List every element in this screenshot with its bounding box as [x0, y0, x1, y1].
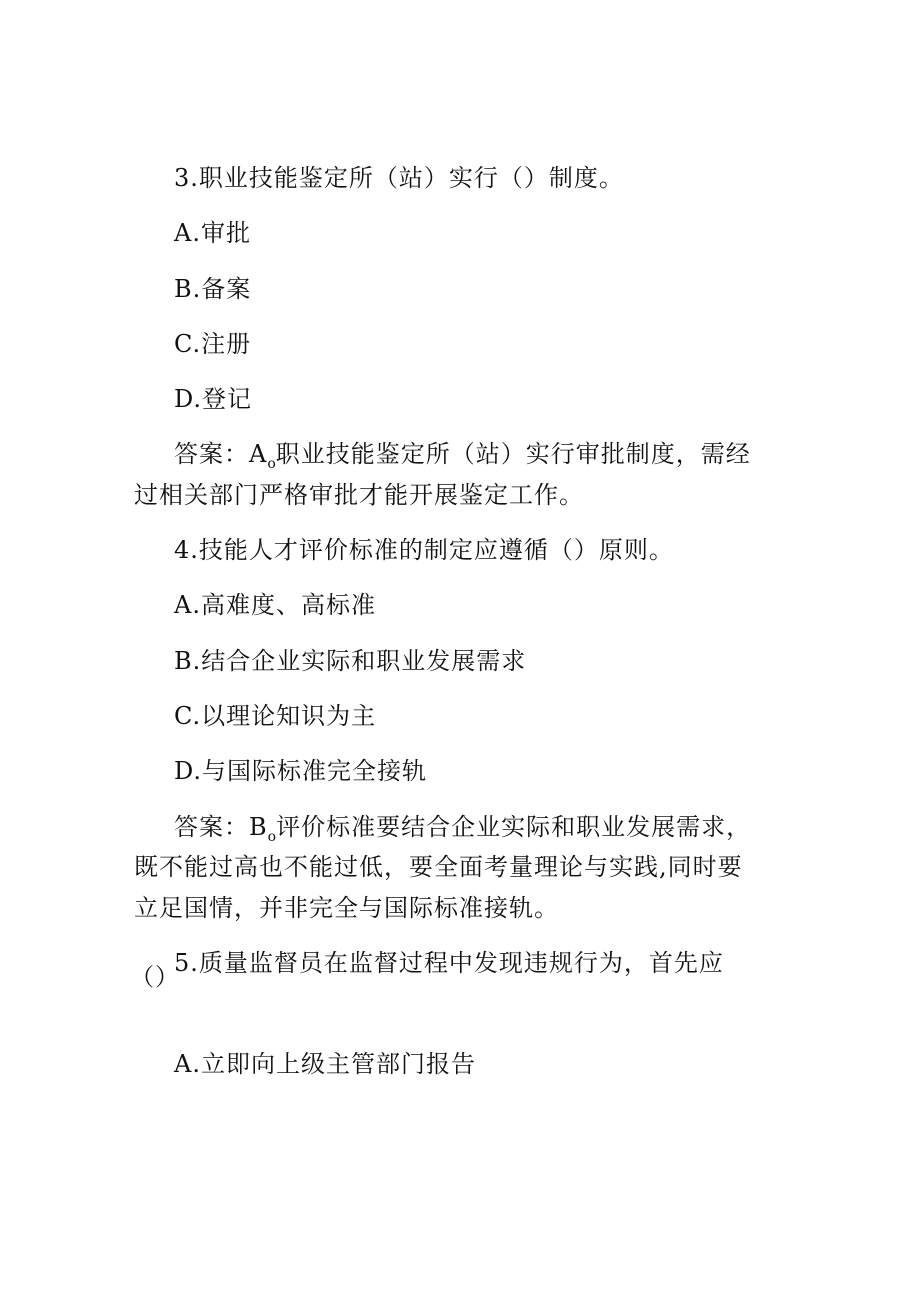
- question-4-stem: 4.技能人才评价标准的制定应遵循（）原则。: [174, 536, 674, 564]
- answer-label: 答案：A: [174, 440, 268, 468]
- question-3-option-a: A.审批: [174, 219, 251, 247]
- question-3-option-d: D.登记: [174, 385, 253, 413]
- question-5-stem: 5.质量监督员在监督过程中发现违规行为，首先应: [174, 949, 724, 977]
- answer-explanation-1: 职业技能鉴定所（站）实行审批制度，需经: [275, 440, 751, 468]
- answer-label: 答案：B: [174, 813, 268, 841]
- question-4-answer: [174, 812, 751, 852]
- question-3-answer-continued: 过相关部门严格审批才能开展鉴定工作。: [134, 481, 584, 509]
- answer-marker: o: [267, 456, 276, 472]
- answer-explanation-1: 评价标准要结合企业实际和职业发展需求，: [276, 813, 752, 841]
- question-4-answer-continued-2: 立足国情，并非完全与国际标准接轨。: [134, 894, 559, 922]
- question-5-stem-blank: （）: [130, 963, 180, 991]
- answer-marker: o: [267, 829, 277, 845]
- question-3-option-c: C.注册: [174, 330, 252, 358]
- question-4-option-c: C.以理论知识为主: [174, 702, 377, 730]
- question-4-option-d: D.与国际标准完全接轨: [174, 757, 428, 785]
- question-4-option-b: B.结合企业实际和职业发展需求: [174, 647, 527, 675]
- question-4-option-a: A.高难度、高标准: [174, 591, 376, 619]
- question-3-option-b: B.备案: [174, 275, 252, 303]
- question-4-answer-continued-1: 既不能过高也不能过低，要全面考量理论与实践,同时要: [134, 853, 743, 881]
- question-3-answer: [174, 439, 751, 479]
- question-5-option-a: A.立即向上级主管部门报告: [174, 1050, 476, 1078]
- question-3-stem: 3.职业技能鉴定所（站）实行（）制度。: [174, 164, 624, 192]
